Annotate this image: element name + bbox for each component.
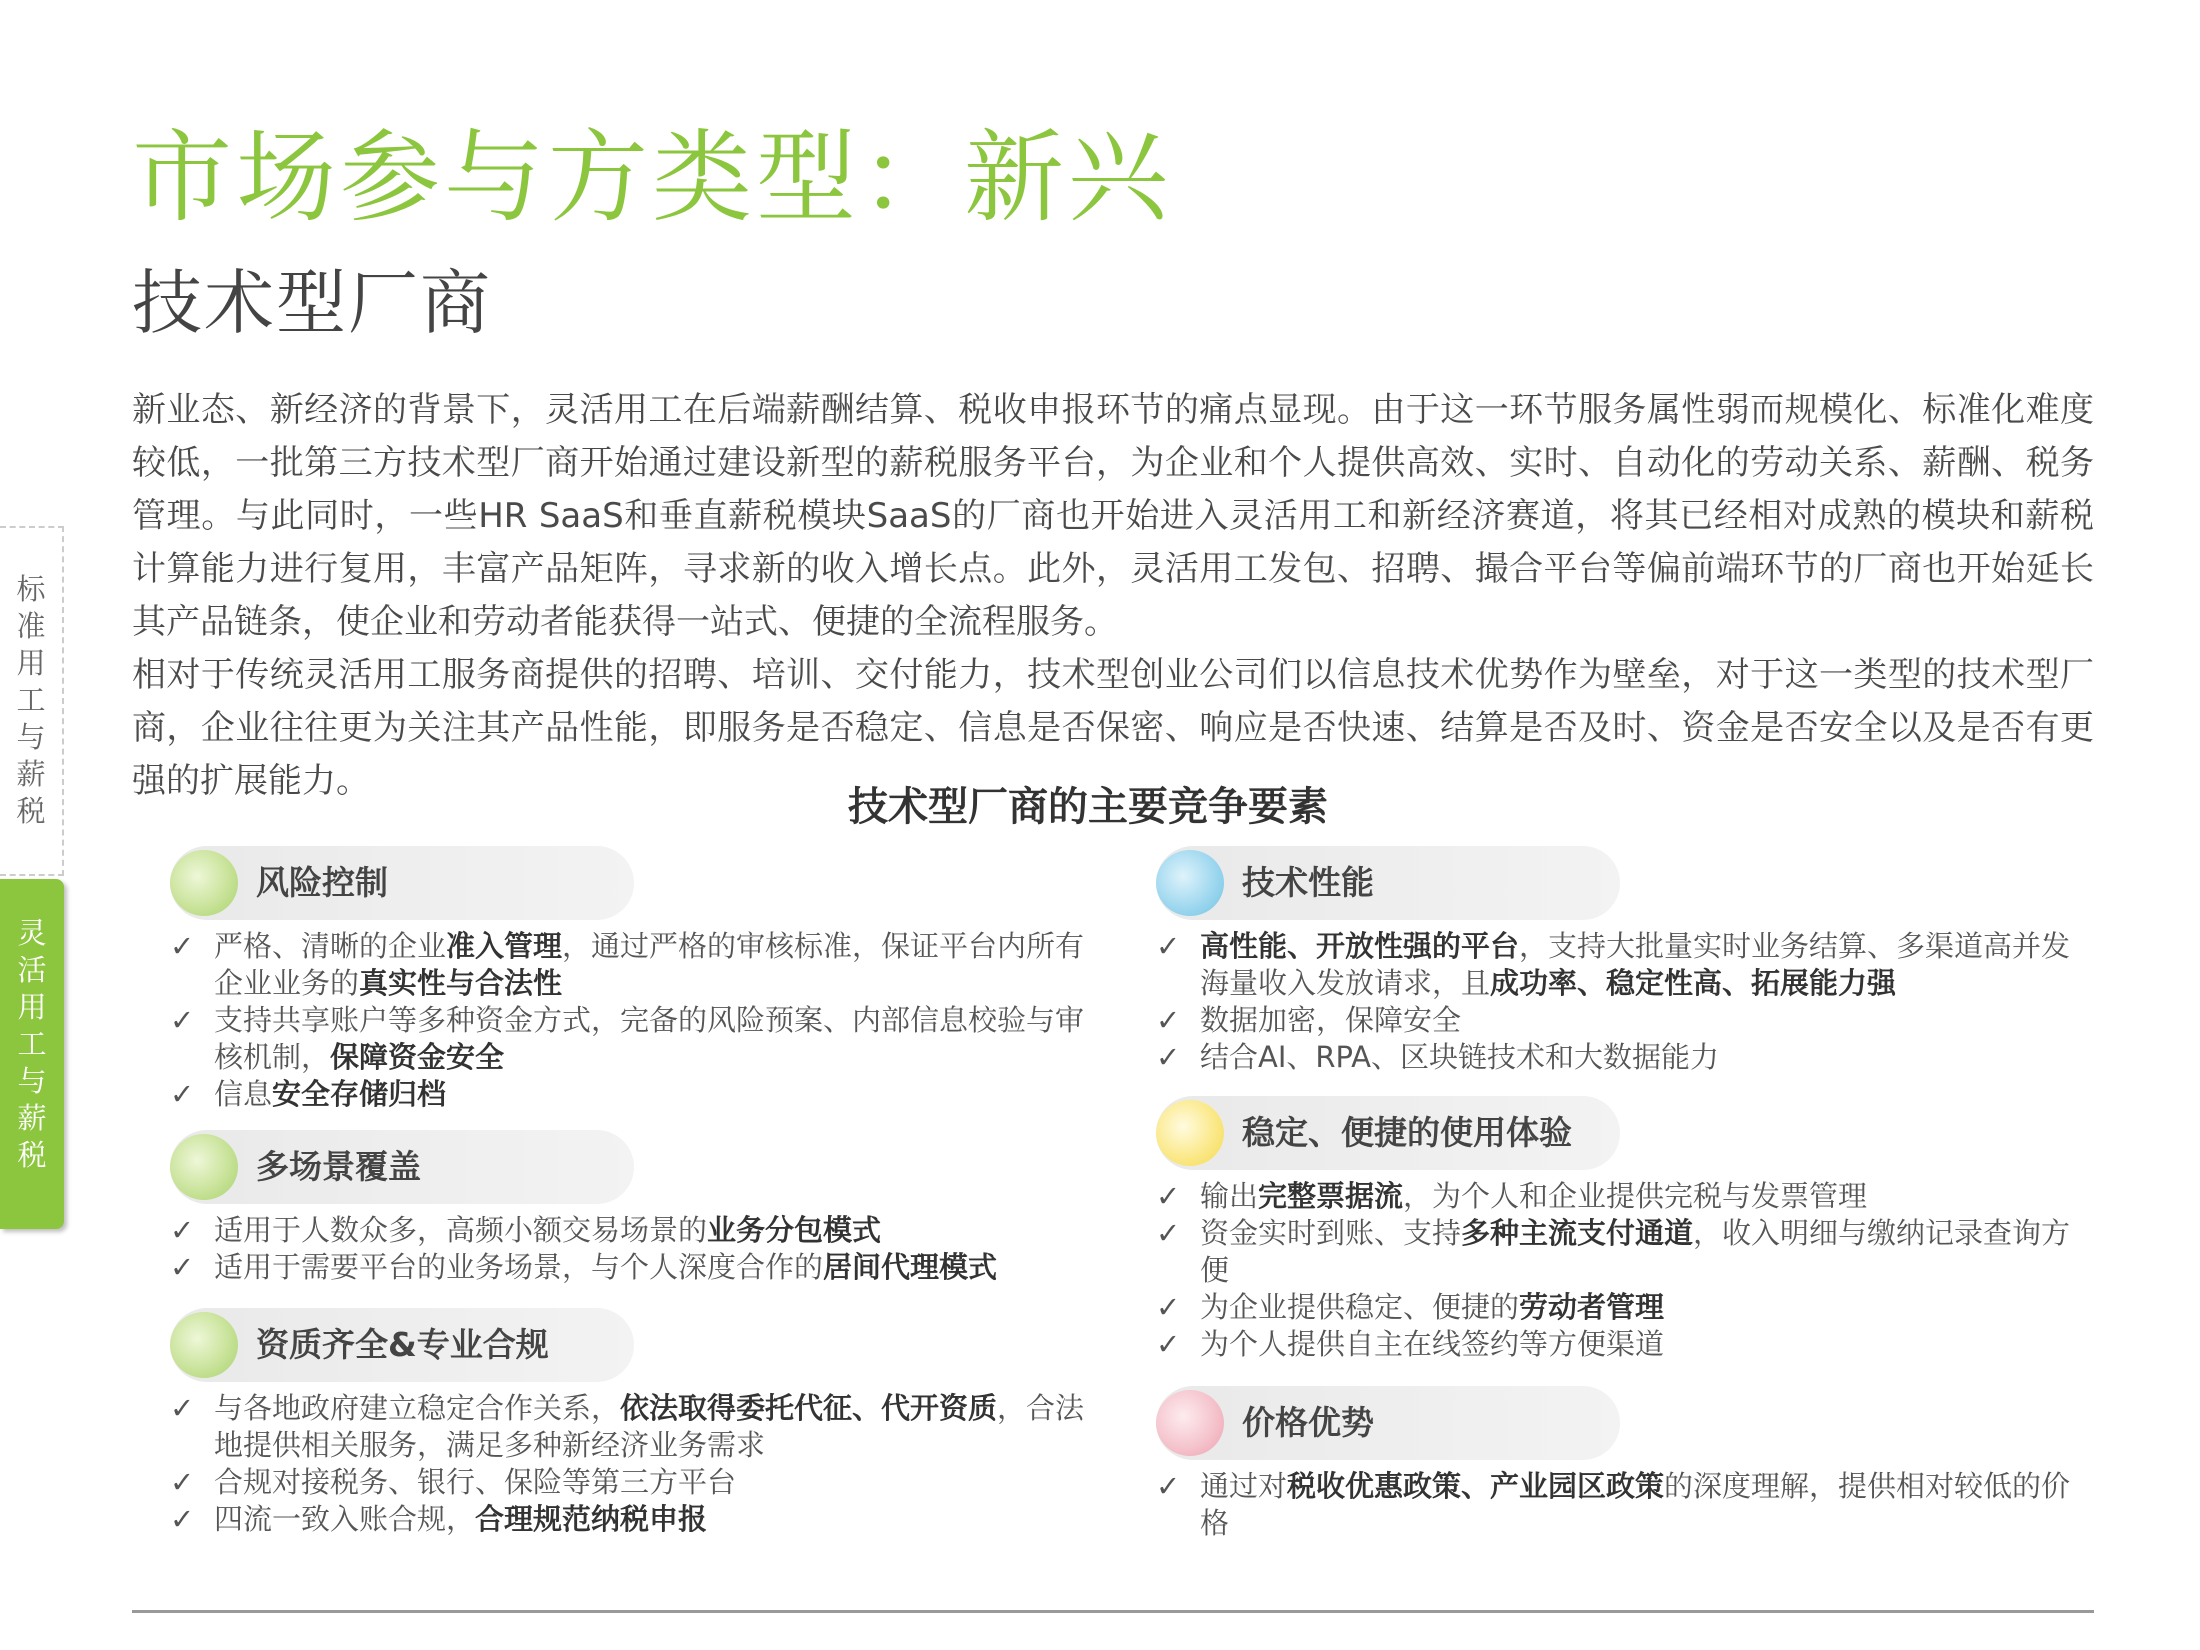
factor-item — [170, 1002, 1090, 1076]
factor-item — [170, 1390, 1090, 1464]
item-text: 严格、清晰的企业 — [214, 929, 447, 963]
factor-price-advantage — [1156, 1386, 2076, 1542]
checkmark-icon: ✓ — [170, 1465, 195, 1499]
green-circle-icon — [170, 1312, 238, 1378]
item-text: ，合法地提供相关服务，满足多种新经济业务需求 — [214, 1391, 1085, 1462]
checkmark-icon: ✓ — [170, 1003, 195, 1037]
factor-items — [1156, 928, 2076, 1076]
pill-background — [1156, 846, 1620, 920]
factor-stable-experience — [1156, 1096, 2076, 1363]
item-text: 的深度理解，提供相对较低的价格 — [1200, 1469, 2071, 1540]
factor-header — [1156, 1386, 1620, 1460]
side-tab-char: 活 — [17, 953, 47, 987]
side-tab-char: 用 — [17, 990, 47, 1024]
factor-item — [170, 1464, 1090, 1501]
factor-item — [1156, 1326, 2076, 1363]
factor-item — [1156, 1039, 2076, 1076]
checkmark-icon: ✓ — [170, 1250, 195, 1284]
item-text: ，收入明细与缴纳记录查询方便 — [1200, 1216, 2071, 1287]
checkmark-icon: ✓ — [170, 1391, 195, 1425]
item-text-bold: 保障资金安全 — [330, 1040, 505, 1074]
side-tab-flexible-employment[interactable] — [0, 879, 64, 1229]
factor-header — [1156, 846, 1620, 920]
item-text: 为个人提供自主在线签约等方便渠道 — [1200, 1327, 1665, 1361]
item-text-bold: 劳动者管理 — [1519, 1290, 1665, 1324]
blue-circle-icon — [1156, 850, 1224, 916]
side-tab-char: 税 — [16, 794, 46, 828]
factor-item — [1156, 1468, 2076, 1542]
factor-label: 多场景覆盖 — [256, 1147, 421, 1186]
factor-multi-scenario — [170, 1130, 1090, 1286]
side-tab-char: 薪 — [16, 757, 46, 791]
intro-text — [132, 384, 2094, 808]
factor-items — [170, 928, 1090, 1113]
item-text: 结合AI、RPA、区块链技术和大数据能力 — [1200, 1040, 1720, 1074]
factor-tech-performance — [1156, 846, 2076, 1076]
green-circle-icon — [170, 850, 238, 916]
item-text-bold: 准入管理 — [446, 929, 563, 963]
checkmark-icon: ✓ — [170, 1077, 195, 1111]
factor-items — [1156, 1178, 2076, 1363]
item-text-bold: 真实性与合法性 — [359, 966, 563, 1000]
intro-paragraph-1: 新业态、新经济的背景下，灵活用工在后端薪酬结算、税收申报环节的痛点显现。由于这一环节服务属性弱而规模化、标准化难度较低，一批第三方技术型厂商开始通过建设新型的薪税服务平台，为企业和个人提供高效、实时、自动化的劳动关系、薪酬、税务管理。与此同时，一些HR SaaS和垂直薪税模块SaaS的厂商也开始进入灵活用工和新经济赛道，将其已经相对成熟的模块和薪税计算能力进行复用，丰富产品矩阵，寻求新的收入增长点。此外，灵活用工发包、招聘、撮合平台等偏前端环节的厂商也开始延长其产品链条，使企业和劳动者能获得一站式、便捷的全流程服务。 — [132, 390, 2094, 642]
side-tab-char: 税 — [17, 1138, 47, 1172]
side-tab-standard-employment[interactable] — [0, 526, 64, 876]
item-text: 数据加密，保障安全 — [1200, 1003, 1462, 1037]
factor-items — [170, 1390, 1090, 1538]
item-text: 通过对 — [1200, 1469, 1288, 1503]
factor-label: 价格优势 — [1242, 1403, 1374, 1442]
side-tab-char: 标 — [16, 572, 46, 606]
side-tab-char: 与 — [17, 1064, 47, 1098]
checkmark-icon: ✓ — [1156, 1179, 1181, 1213]
side-tab-char: 用 — [16, 646, 46, 680]
checkmark-icon: ✓ — [1156, 1469, 1181, 1503]
factor-label: 风险控制 — [256, 863, 388, 902]
section-title: 技术型厂商的主要竞争要素 — [848, 784, 1328, 830]
yellow-circle-icon — [1156, 1100, 1224, 1166]
checkmark-icon: ✓ — [1156, 1216, 1181, 1250]
item-text: ，通过严格的审核标准，保证平台内所有企业业务的 — [214, 929, 1085, 1000]
factor-item — [1156, 1178, 2076, 1215]
item-text-bold: 高性能、开放性强的平台 — [1200, 929, 1520, 963]
side-tab-char: 薪 — [17, 1101, 47, 1135]
side-tab-char: 准 — [16, 609, 46, 643]
side-tab-char: 工 — [17, 1027, 47, 1061]
pink-circle-icon — [1156, 1390, 1224, 1456]
item-text: 与各地政府建立稳定合作关系， — [214, 1391, 621, 1425]
side-tab-char: 与 — [16, 720, 46, 754]
side-tab-char: 灵 — [17, 916, 47, 950]
factor-header — [1156, 1096, 1620, 1170]
factor-header — [170, 846, 634, 920]
item-text: ，为个人和企业提供完税与发票管理 — [1403, 1179, 1868, 1213]
item-text-bold: 安全存储归档 — [272, 1077, 447, 1111]
item-text: ，支持大批量实时业务结算、多渠道高并发海量收入发放请求，且 — [1200, 929, 2071, 1000]
factor-risk-control — [170, 846, 1090, 1113]
green-circle-icon — [170, 1134, 238, 1200]
checkmark-icon: ✓ — [1156, 1290, 1181, 1324]
factor-item — [1156, 928, 2076, 1002]
pill-background — [1156, 1386, 1620, 1460]
factor-label: 技术性能 — [1242, 863, 1374, 902]
factor-item — [170, 1501, 1090, 1538]
item-text-bold: 完整票据流 — [1258, 1179, 1404, 1213]
checkmark-icon: ✓ — [1156, 1040, 1181, 1074]
item-text: 资金实时到账、支持 — [1200, 1216, 1462, 1250]
factor-label: 资质齐全&专业合规 — [256, 1325, 549, 1364]
side-tab-char: 工 — [16, 683, 46, 717]
item-text: 四流一致入账合规， — [214, 1502, 476, 1536]
item-text: 为企业提供稳定、便捷的 — [1200, 1290, 1520, 1324]
item-text: 信息 — [214, 1077, 273, 1111]
page-subtitle: 技术型厂商 — [132, 262, 492, 344]
pill-background — [170, 846, 634, 920]
footer-divider — [132, 1610, 2094, 1613]
item-text: 适用于需要平台的业务场景，与个人深度合作的 — [214, 1250, 824, 1284]
checkmark-icon: ✓ — [170, 1213, 195, 1247]
factor-item — [1156, 1289, 2076, 1326]
item-text: 适用于人数众多，高频小额交易场景的 — [214, 1213, 708, 1247]
item-text-bold: 居间代理模式 — [823, 1250, 998, 1284]
side-tabs — [0, 526, 68, 1229]
item-text-bold: 多种主流支付通道 — [1461, 1216, 1694, 1250]
page-title: 市场参与方类型：新兴 — [132, 119, 1172, 236]
item-text-bold: 合理规范纳税申报 — [475, 1502, 708, 1536]
checkmark-icon: ✓ — [1156, 1003, 1181, 1037]
factor-qualification-compliance — [170, 1308, 1090, 1538]
factor-header — [170, 1308, 634, 1382]
factor-items — [1156, 1468, 2076, 1542]
item-text-bold: 依法取得委托代征、代开资质 — [620, 1391, 998, 1425]
factor-item — [170, 1076, 1090, 1113]
checkmark-icon: ✓ — [1156, 1327, 1181, 1361]
item-text-bold: 业务分包模式 — [707, 1213, 882, 1247]
item-text-bold: 税收优惠政策、产业园区政策 — [1287, 1469, 1665, 1503]
item-text: 输出 — [1200, 1179, 1259, 1213]
checkmark-icon: ✓ — [170, 929, 195, 963]
factor-item — [1156, 1215, 2076, 1289]
factor-item — [1156, 1002, 2076, 1039]
checkmark-icon: ✓ — [170, 1502, 195, 1536]
factor-label: 稳定、便捷的使用体验 — [1242, 1113, 1572, 1152]
factor-item — [170, 1212, 1090, 1249]
factor-item — [170, 1249, 1090, 1286]
item-text: 合规对接税务、银行、保险等第三方平台 — [214, 1465, 737, 1499]
checkmark-icon: ✓ — [1156, 929, 1181, 963]
factor-item — [170, 928, 1090, 1002]
item-text: 支持共享账户等多种资金方式，完备的风险预案、内部信息校验与审核机制， — [214, 1003, 1085, 1074]
factor-header — [170, 1130, 634, 1204]
factor-items — [170, 1212, 1090, 1286]
item-text-bold: 成功率、稳定性高、拓展能力强 — [1490, 966, 1897, 1000]
intro-paragraph-2: 相对于传统灵活用工服务商提供的招聘、培训、交付能力，技术型创业公司们以信息技术优势作为壁垒，对于这一类型的技术型厂商，企业往往更为关注其产品性能，即服务是否稳定、信息是否保密、响应是否快速、结算是否及时、资金是否安全以及是否有更强的扩展能力。 — [132, 655, 2094, 801]
